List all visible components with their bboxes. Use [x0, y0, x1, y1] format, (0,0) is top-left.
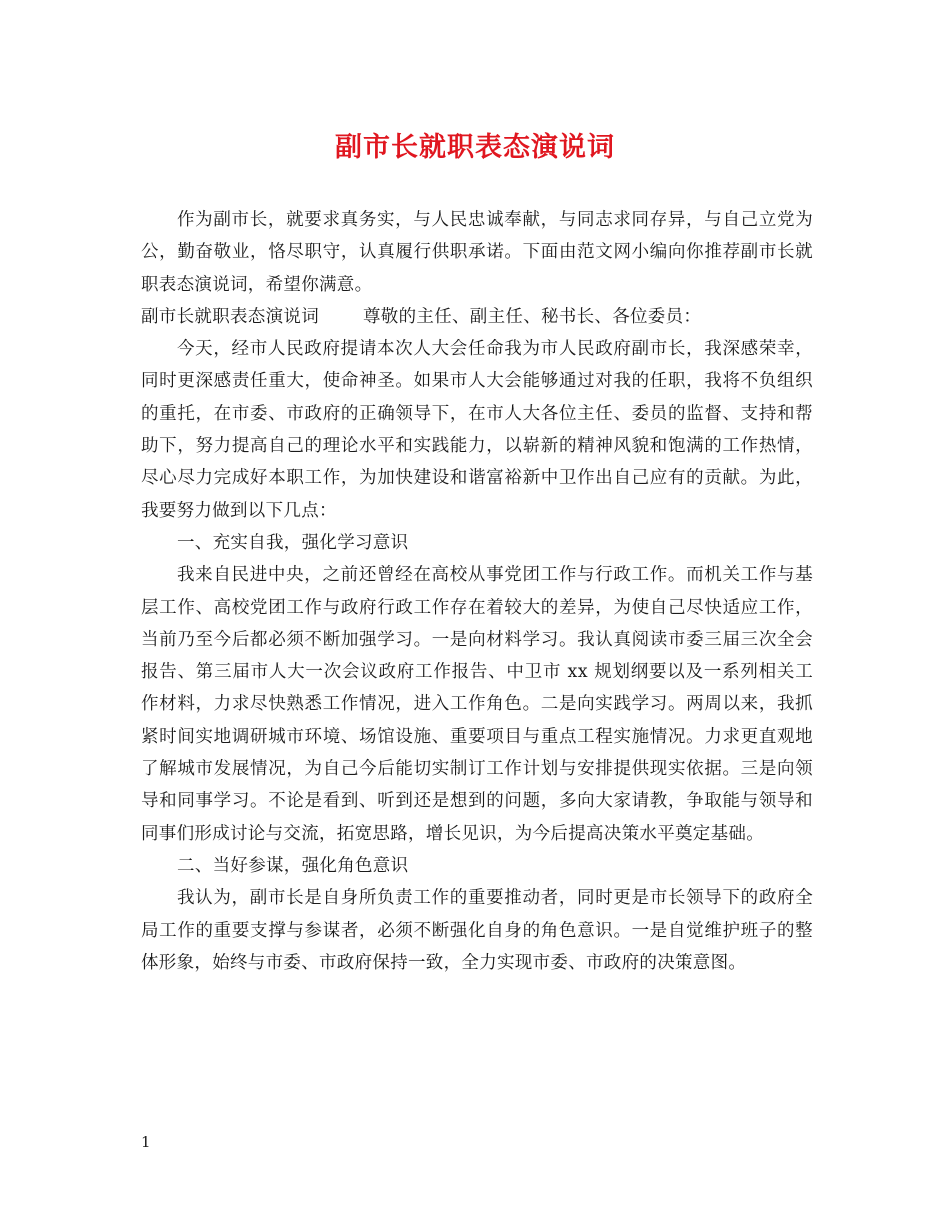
salutation: 尊敬的主任、副主任、秘书长、各位委员：: [363, 306, 702, 327]
document-body: [141, 204, 813, 979]
document-title: 副市长就职表态演说词: [335, 132, 615, 163]
subtitle-line: [141, 301, 813, 333]
body-paragraph: 我来自民进中央，之前还曾经在高校从事党团工作与行政工作。而机关工作与基层工作、高校党团工作与政府行政工作存在着较大的差异，为使自己尽快适应工作，当前乃至今后都必须不断加强学习。一是向材料学习。我认真阅读市委三届三次全会报告、第三届市人大一次会议政府工作报告、中卫市 xx 规划纲要以及一系列相关工作材料，力求尽快熟悉工作情况，进入工作角色。二是向实践学习。两周以来，我抓紧时间实地调研城市环境、场馆设施、重要项目与重点工程实施情况。力求更直观地了解城市发展情况，为自己今后能切实制订工作计划与安排提供现实依据。三是向领导和同事学习。不论是看到、听到还是想到的问题，多向大家请教，争取能与领导和同事们形成讨论与交流，拓宽思路，增长见识，为今后提高决策水平奠定基础。: [141, 565, 813, 844]
intro-paragraph: 作为副市长，就要求真务实，与人民忠诚奉献，与同志求同存异，与自己立党为公，勤奋敬业，恪尽职守，认真履行供职承诺。下面由范文网小编向你推荐副市长就职表态演说词，希望你满意。: [141, 210, 813, 295]
section-heading: 一、充实自我，强化学习意识: [177, 532, 409, 553]
speech-subtitle: 副市长就职表态演说词: [141, 306, 319, 327]
page-number: 1: [141, 1133, 151, 1151]
body-paragraph: 我认为，副市长是自身所负责工作的重要推动者，同时更是市长领导下的政府全局工作的重要支撑与参谋者，必须不断强化自身的角色意识。一是自觉维护班子的整体形象，始终与市委、市政府保持一致，全力实现市委、市政府的决策意图。: [141, 888, 813, 973]
body-paragraph: 今天，经市人民政府提请本次人大会任命我为市人民政府副市长，我深感荣幸，同时更深感责任重大，使命神圣。如果市人大会能够通过对我的任职，我将不负组织的重托，在市委、市政府的正确领导下，在市人大各位主任、委员的监督、支持和帮助下，努力提高自己的理论水平和实践能力，以崭新的精神风貌和饱满的工作热情，尽心尽力完成好本职工作，为加快建设和谐富裕新中卫作出自己应有的贡献。为此，我要努力做到以下几点：: [141, 339, 813, 521]
section-heading: 二、当好参谋，强化角色意识: [177, 855, 409, 876]
